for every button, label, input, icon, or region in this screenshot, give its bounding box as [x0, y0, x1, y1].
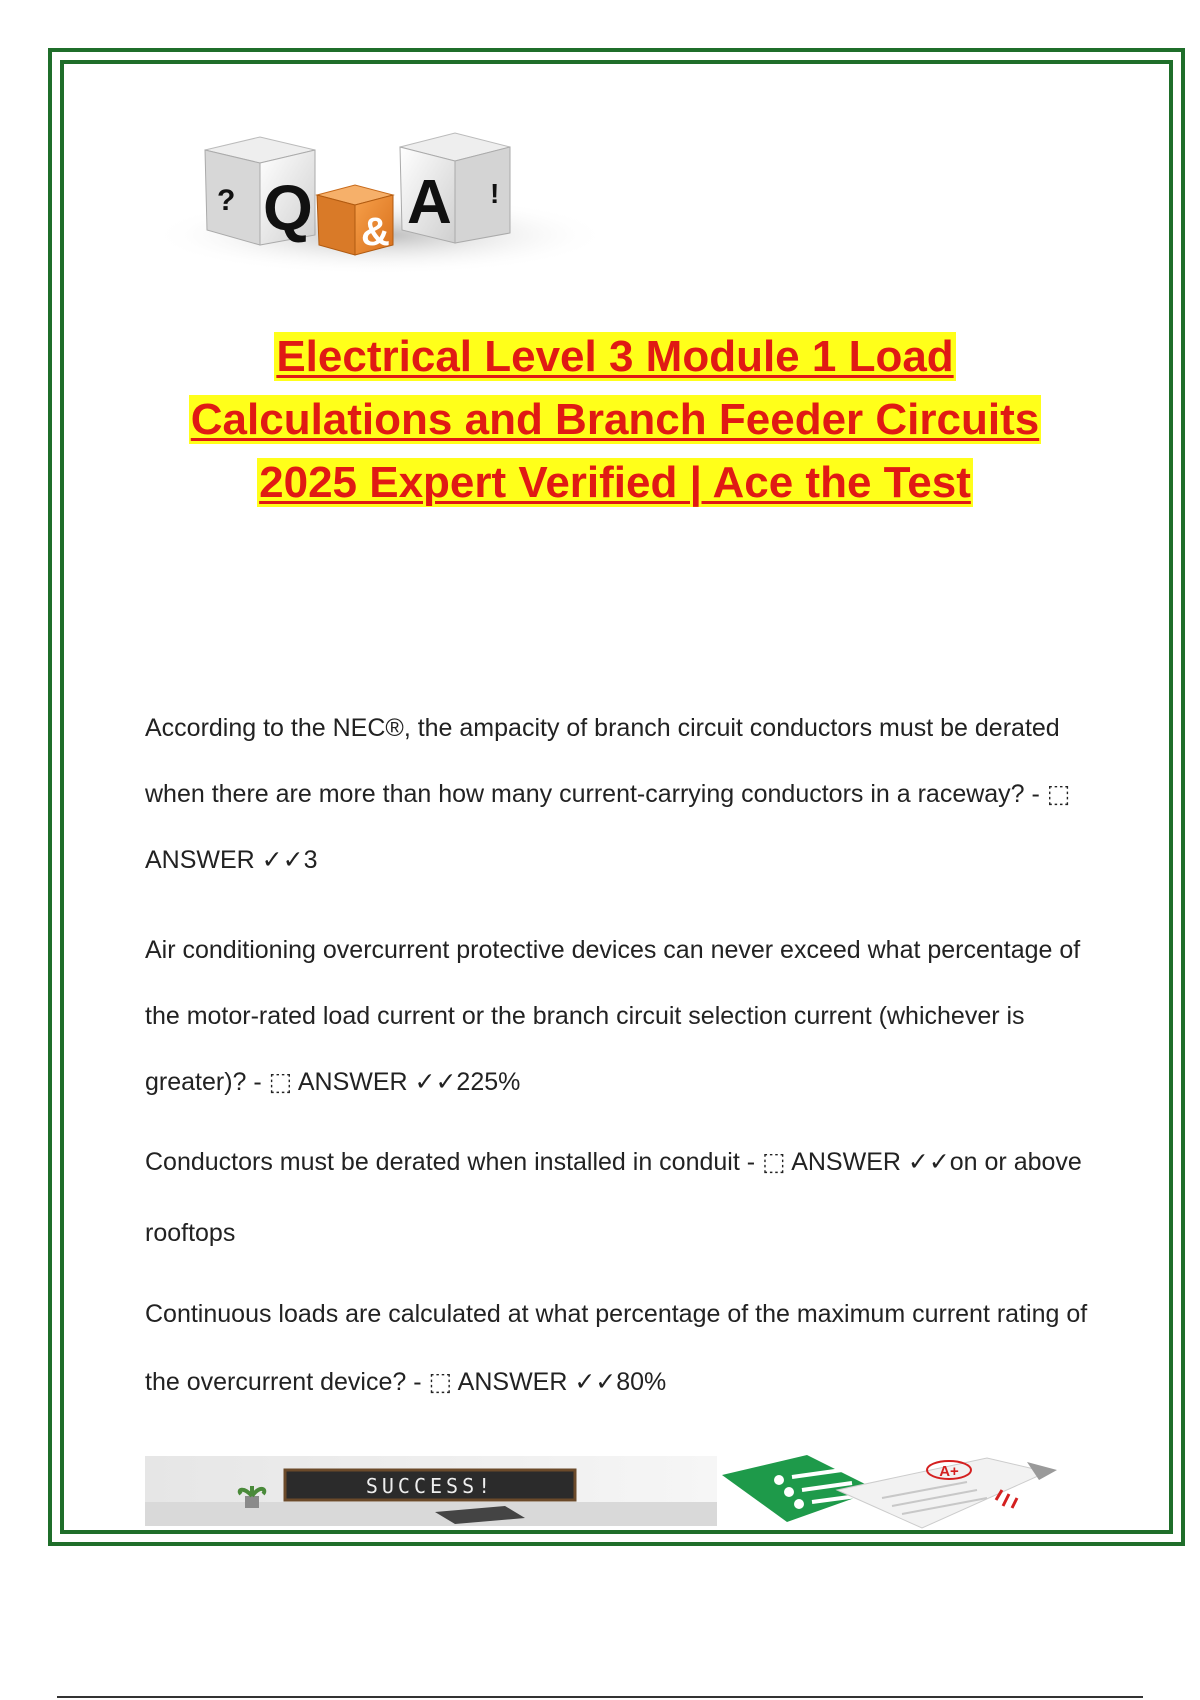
svg-text:?: ?: [217, 184, 236, 217]
qa-item-3: Conductors must be derated when installed in conduit - ⬚ ANSWER ✓✓on or above rooftops: [145, 1148, 1082, 1247]
qa-item-4: Continuous loads are calculated at what percentage of the maximum current rating of the overcurrent device? - ⬚ ANSWER ✓✓80%: [145, 1300, 1088, 1396]
ampersand-die: [317, 185, 393, 255]
grade-text: A+: [939, 1463, 959, 1480]
success-text: SUCCESS!: [365, 1474, 495, 1498]
title-line-2: Calculations and Branch Feeder Circuits: [190, 395, 1040, 444]
q-die: [205, 137, 315, 245]
success-banner-image: [145, 1456, 717, 1526]
svg-text:&: &: [361, 210, 390, 254]
qa-item-2: Air conditioning overcurrent protective devices can never exceed what percentage of the motor-rated load current or the branch circuit selection current (whichever is greater)? - ⬚ ANSWER ✓✓225%: [145, 936, 1081, 1096]
graded-paper-image: [717, 1450, 1072, 1530]
title-line-3: 2025 Expert Verified | Ace the Test: [259, 458, 971, 507]
a-die: [400, 133, 510, 243]
svg-text:A: A: [407, 168, 452, 237]
graded-test-paper-icon: [837, 1458, 1057, 1528]
document-title: [120, 325, 1110, 514]
footer-rule: [57, 1696, 1143, 1698]
svg-text:!: !: [490, 178, 500, 209]
svg-text:Q: Q: [263, 172, 313, 244]
qa-item-1: According to the NEC®, the ampacity of branch circuit conductors must be derated when there are more than how many current-carrying conductors in a raceway? - ⬚ ANSWER ✓✓3: [145, 714, 1071, 874]
title-line-1: Electrical Level 3 Module 1 Load: [276, 332, 954, 381]
qa-dice-logo: [145, 85, 600, 300]
